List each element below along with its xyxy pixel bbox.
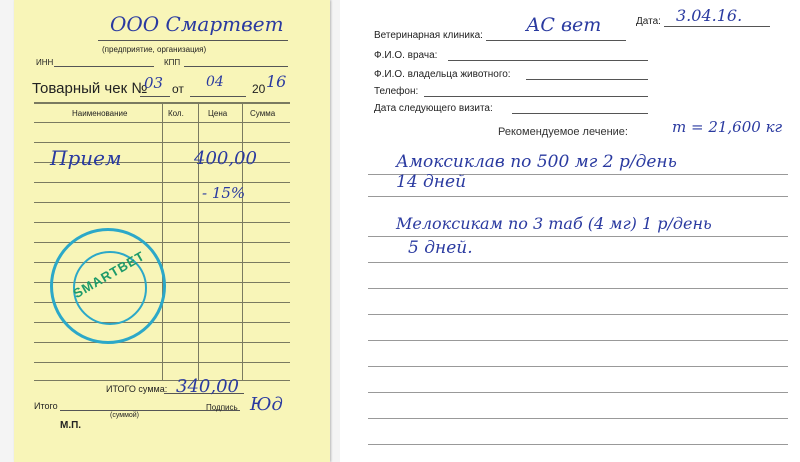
treatment-rule	[368, 196, 788, 197]
table-bottom-border	[34, 380, 290, 381]
receipt-number-handwritten: 03	[144, 74, 164, 92]
receipt-form	[14, 0, 330, 462]
weight-handwritten: m = 21,600 кг	[672, 118, 783, 136]
company-name-handwritten: ООО Смартвет	[110, 12, 284, 36]
receipt-day-handwritten: 04	[206, 74, 224, 90]
inn-line	[54, 66, 154, 67]
treatment-rule	[368, 418, 788, 419]
treatment-rule	[368, 392, 788, 393]
next-visit-label: Дата следующего визита:	[374, 103, 493, 114]
doctor-label: Ф.И.О. врача:	[374, 50, 438, 61]
company-caption: (предприятие, организация)	[102, 45, 207, 54]
clinic-name-handwritten: АС вет	[526, 14, 602, 36]
treatment-rule	[368, 444, 788, 445]
kpp-label: КПП	[164, 58, 181, 67]
company-underline	[98, 40, 288, 41]
receipt-year-handwritten: 16	[266, 72, 287, 91]
doctor-line	[448, 60, 648, 61]
prescription-line-2: 14 дней	[396, 172, 467, 192]
owner-line	[526, 79, 648, 80]
header-price: Цена	[208, 109, 228, 118]
day-line	[190, 96, 246, 97]
prescription-form	[340, 0, 800, 462]
column-divider	[198, 102, 199, 380]
header-name: Наименование	[72, 109, 128, 118]
phone-label: Телефон:	[374, 86, 419, 97]
total-handwritten: 340,00	[176, 376, 239, 397]
treatment-rule	[368, 236, 788, 237]
treatment-rule	[368, 262, 788, 263]
header-sum: Сумма	[250, 109, 276, 118]
prescription-line-1: Амоксиклав по 500 мг 2 р/день	[396, 152, 677, 172]
signature-handwritten: Юд	[250, 394, 283, 415]
year-prefix: 20	[252, 82, 266, 96]
treatment-rule	[368, 366, 788, 367]
stamp-logo-text: SMARTBET	[70, 247, 148, 302]
from-label: от	[172, 82, 184, 96]
total-label: ИТОГО сумма:	[106, 384, 168, 394]
kpp-line	[184, 66, 288, 67]
prescription-line-4: 5 дней.	[408, 238, 473, 258]
item-price-handwritten: 400,00	[194, 148, 257, 169]
date-line	[664, 26, 770, 27]
clinic-line	[486, 40, 626, 41]
inn-label: ИНН	[36, 58, 54, 67]
item-name-handwritten: Прием	[50, 146, 122, 170]
owner-label: Ф.И.О. владельца животного:	[374, 69, 511, 80]
treatment-label: Рекомендуемое лечение:	[498, 126, 628, 138]
receipt-title: Товарный чек №	[32, 80, 148, 97]
sign-label: Подпись	[206, 403, 238, 412]
mp-label: М.П.	[60, 420, 82, 431]
treatment-rule	[368, 288, 788, 289]
date-handwritten: 3.04.16.	[676, 6, 743, 25]
header-qty: Кол.	[168, 109, 184, 118]
clinic-label: Ветеринарная клиника:	[374, 30, 483, 41]
sum-caption: (суммой)	[110, 412, 140, 419]
company-stamp	[50, 228, 166, 344]
treatment-rule	[368, 314, 788, 315]
number-line	[140, 96, 170, 97]
treatment-rule	[368, 340, 788, 341]
column-divider	[162, 102, 163, 380]
phone-line	[424, 96, 648, 97]
column-divider	[242, 102, 243, 380]
discount-handwritten: - 15%	[202, 184, 246, 202]
prescription-line-3: Мелоксикам по 3 таб (4 мг) 1 р/день	[396, 214, 712, 233]
itogo-label: Итого	[34, 401, 58, 411]
date-label: Дата:	[636, 16, 661, 27]
next-visit-line	[512, 113, 648, 114]
